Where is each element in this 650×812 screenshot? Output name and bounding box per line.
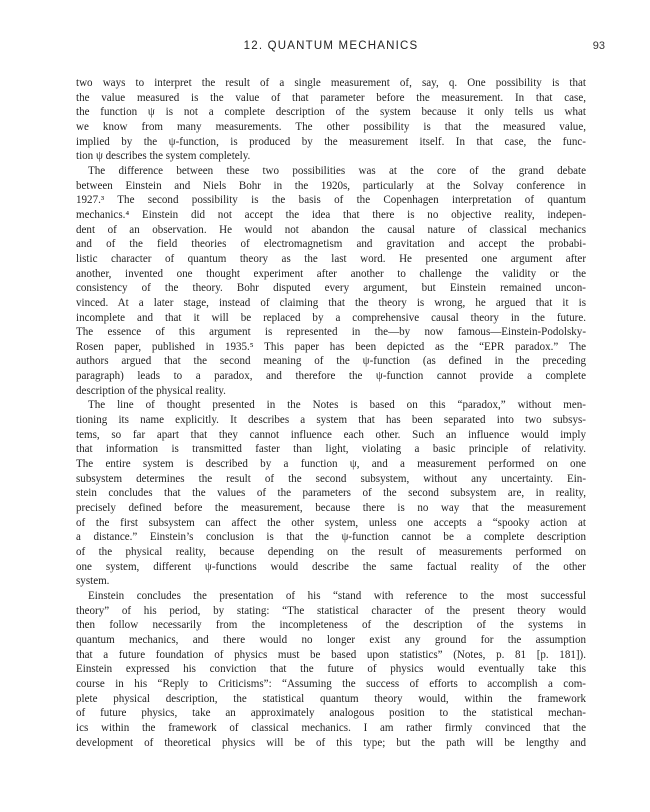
text-line: of future physics, take an approximately analogous position to the statistical mechan- bbox=[76, 707, 586, 720]
text-line: consistency of the theory. Bohr disputed every argument, but Einstein remained uncon- bbox=[76, 282, 586, 295]
text-line: plete physical description, the statistical quantum theory would, within the framework bbox=[76, 692, 586, 705]
body-text bbox=[76, 76, 586, 750]
text-line: tioning its name explicitly. It describes a system that has been separated into two subsys- bbox=[76, 414, 586, 427]
chapter-title: 12. QUANTUM MECHANICS bbox=[243, 40, 419, 52]
text-line: The difference between these two possibilities was at the core of the grand debate bbox=[88, 164, 586, 177]
text-line: listic character of quantum theory as the last word. He presented one argument after bbox=[76, 252, 586, 265]
text-line: we know from many measurements. The other possibility is that the measured value, bbox=[76, 120, 586, 133]
text-line: implied by the ψ-function, is produced by the measurement itself. In that case, the func- bbox=[76, 135, 586, 148]
text-line: the value measured is the value of that parameter before the measurement. In that case, bbox=[76, 91, 586, 104]
text-line: of the physical reality, because depending on the result of measurements performed on bbox=[76, 546, 586, 558]
text-line: between Einstein and Niels Bohr in the 1920s, particularly at the Solvay conference in bbox=[76, 179, 586, 192]
text-line: the function ψ is not a complete description of the system because it only tells us what bbox=[76, 106, 586, 119]
text-line: quantum mechanics, and there would no longer exist any ground for the assumption bbox=[76, 633, 586, 646]
page-number: 93 bbox=[592, 40, 605, 52]
text-line: theory” of his period, by stating: “The statistical character of the present theory would bbox=[76, 604, 586, 617]
text-line: that a future foundation of physics must be based upon statistics” (Notes, p. 81 [p. 181]). bbox=[76, 648, 586, 661]
text-line: mechanics.⁴ Einstein did not accept the idea that there is no objective reality, indepen- bbox=[76, 208, 586, 221]
text-line: that information is transmitted faster than light, violating a basic principle of relativity. bbox=[76, 443, 586, 456]
text-line: Einstein concludes the presentation of his “stand with reference to the most successful bbox=[88, 589, 586, 602]
text-line: vinced. At a later stage, instead of claiming that the theory is wrong, he argued that it is bbox=[76, 296, 586, 309]
text-line: paragraph) leads to a paradox, and therefore the ψ-function cannot provide a complete bbox=[76, 370, 586, 383]
text-line: Einstein expressed his conviction that the future of physics would eventually take this bbox=[76, 663, 586, 676]
text-line: stein concludes that the values of the parameters of the second subsystem are, in reality, bbox=[76, 487, 586, 500]
text-line: system. bbox=[76, 575, 110, 588]
text-line: another, invented one thought experiment after another to challenge the validity or the bbox=[76, 267, 586, 280]
text-line: The essence of this argument is represented in the—by now famous—Einstein-Podolsky- bbox=[76, 326, 586, 339]
running-header bbox=[76, 40, 605, 60]
text-line: two ways to interpret the result of a single measurement of, say, q. One possibility is that bbox=[76, 77, 586, 89]
text-line: one system, different ψ-functions would describe the same factual reality of the other bbox=[76, 560, 586, 573]
text-line: The line of thought presented in the Notes is based on this “paradox,” without men- bbox=[88, 399, 586, 412]
text-line: a distance.” Einstein’s conclusion is that the ψ-function cannot be a complete description bbox=[76, 531, 586, 544]
text-line: incomplete and that it will be replaced by a comprehensive causal theory in the future. bbox=[76, 311, 586, 324]
text-line: subsystem determines the result of the second subsystem, without any uncertainty. Ein- bbox=[76, 472, 586, 485]
text-line: of the first subsystem can affect the other system, unless one accepts a “spooky action at bbox=[76, 516, 586, 529]
text-line: course in his “Reply to Criticisms”: “Assuming the success of efforts to accomplish a com- bbox=[76, 677, 586, 690]
text-line: Rosen paper, published in 1935.⁵ This paper has been depicted as the “EPR paradox.” The bbox=[76, 340, 586, 353]
text-line: tems, so far apart that they cannot influence each other. Such an influence would imply bbox=[76, 428, 586, 441]
text-line: authors argued that the second meaning of the ψ-function (as defined in the preceding bbox=[76, 355, 586, 368]
text-line: then follow necessarily from the incompleteness of the description of the systems in bbox=[76, 619, 586, 632]
text-line: ics within the framework of classical mechanics. I am rather firmly convinced that the bbox=[76, 721, 586, 734]
text-line: dent of an observation. He would not abandon the causal nature of classical mechanics bbox=[76, 223, 586, 236]
text-line: tion ψ describes the system completely. bbox=[76, 150, 251, 163]
text-line: The entire system is described by a function ψ, and a measurement performed on one bbox=[76, 458, 586, 471]
text-line: description of the physical reality. bbox=[76, 384, 226, 397]
text-line: 1927.³ The second possibility is the basis of the Copenhagen interpretation of quantum bbox=[76, 194, 586, 207]
text-line: and of the field theories of electromagnetism and gravitation and accept the probabi- bbox=[76, 238, 586, 251]
text-line: development of theoretical physics will be of this type; but the path will be lengthy and bbox=[76, 736, 586, 749]
text-line: precisely defined before the measurement, because there is no way that the measurement bbox=[76, 502, 586, 515]
